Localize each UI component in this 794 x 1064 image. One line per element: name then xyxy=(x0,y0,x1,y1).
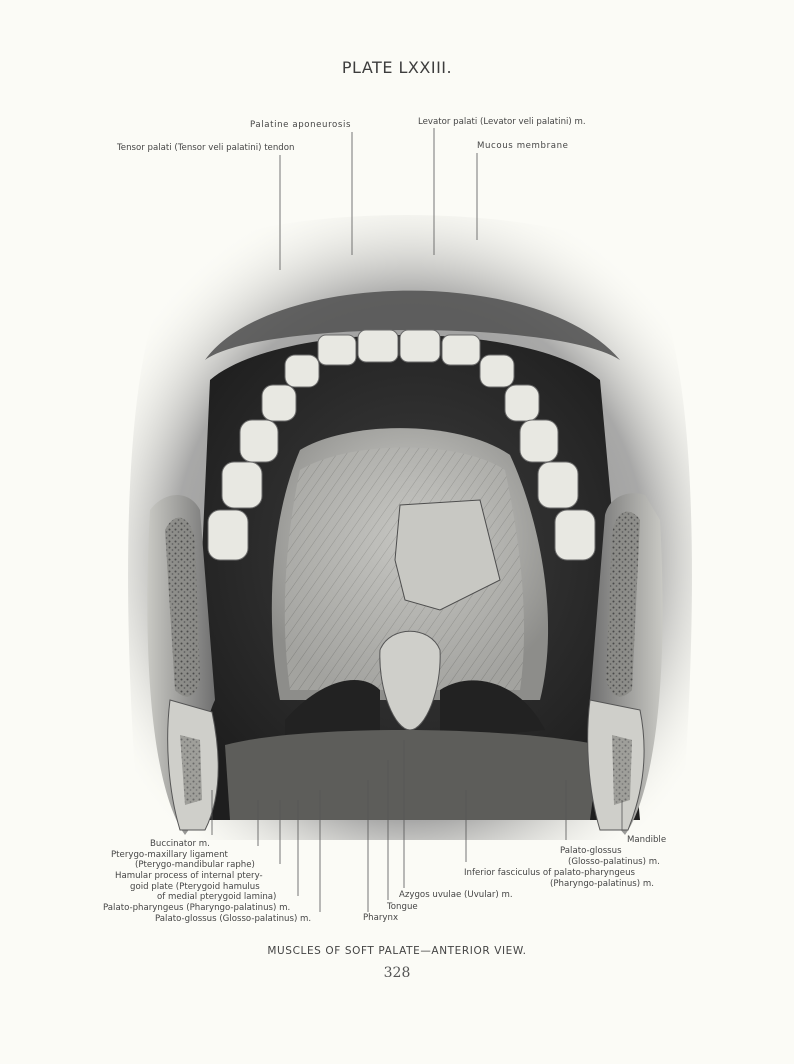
label-inferior-fasciculus: Inferior fasciculus of palato-pharyngeus xyxy=(464,868,636,878)
label-palato-glossus-left: Palato-glossus (Glosso-palatinus) m. xyxy=(155,914,312,924)
label-palato-glossus-right: Palato-glossus xyxy=(560,846,622,856)
label-buccinator: Buccinator m. xyxy=(150,839,210,849)
label-pharynx: Pharynx xyxy=(363,913,399,923)
label-levator-palati: Levator palati (Levator veli palatini) m. xyxy=(418,117,586,127)
label-inferior-fasciculus-line2: (Pharyngo-palatinus) m. xyxy=(550,879,654,889)
label-palatine-aponeurosis: Palatine aponeurosis xyxy=(250,120,352,130)
label-hamular-process-line2: goid plate (Pterygoid hamulus xyxy=(130,882,260,892)
page-number: 328 xyxy=(383,965,411,981)
plate-title: PLATE LXXIII. xyxy=(341,58,453,77)
label-tensor-palati: Tensor palati (Tensor veli palatini) tendon xyxy=(117,143,295,153)
label-mandible: Mandible xyxy=(627,835,667,845)
label-pterygo-mandibular-raphe: (Pterygo-mandibular raphe) xyxy=(135,860,255,870)
label-azygos-uvulae: Azygos uvulae (Uvular) m. xyxy=(399,890,513,900)
label-hamular-process-line3: of medial pterygoid lamina) xyxy=(157,892,277,902)
label-palato-glossus-right-line2: (Glosso-palatinus) m. xyxy=(568,857,660,867)
label-mucous-membrane: Mucous membrane xyxy=(477,141,569,151)
label-pterygo-maxillary-ligament: Pterygo-maxillary ligament xyxy=(111,850,228,860)
label-hamular-process: Hamular process of internal ptery- xyxy=(115,871,263,881)
label-tongue: Tongue xyxy=(387,902,418,912)
label-palato-pharyngeus: Palato-pharyngeus (Pharyngo-palatinus) m. xyxy=(103,903,291,913)
plate-caption: MUSCLES OF SOFT PALATE—ANTERIOR VIEW. xyxy=(267,945,527,957)
